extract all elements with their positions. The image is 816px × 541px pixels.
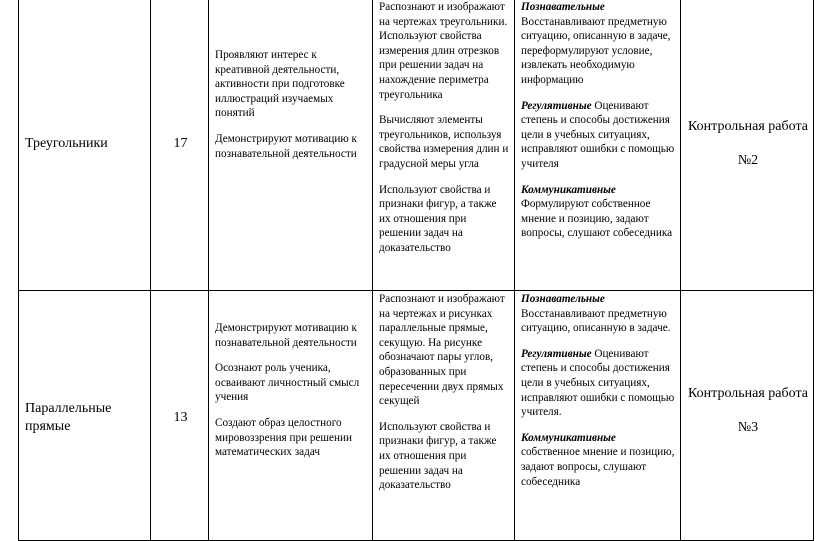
control-title: Контрольная работа bbox=[688, 386, 808, 401]
communicative-text: собственное мнение и позицию, задают вопросы, слушают собеседника bbox=[521, 446, 675, 488]
cognitive-text: Восстанавливают предметную ситуацию, описанную в задаче, переформулируют условие, извлекать необходимую информацию bbox=[521, 15, 671, 86]
regulatory-block bbox=[521, 347, 676, 420]
hours-cell: 13 bbox=[151, 291, 209, 541]
subject-result: Распознают и изображают на чертежах и рисунках параллельные прямые, секущую. На рисунке обозначают пары углов, образованных при пересечении двух прямых секущей bbox=[379, 293, 505, 408]
communicative-label: Коммуникативные bbox=[521, 431, 616, 444]
meta-results-cell bbox=[515, 291, 681, 541]
cognitive-label: Познавательные bbox=[521, 1, 605, 13]
regulatory-text: Оценивают степень и способы достижения цели в учебных ситуациях, исправляют ошибки с помощью учителя bbox=[521, 99, 675, 170]
topic-cell: Параллельные прямые bbox=[19, 291, 151, 541]
control-title: Контрольная работа bbox=[688, 119, 808, 134]
personal-results-cell bbox=[209, 291, 373, 541]
meta-results-cell bbox=[515, 0, 681, 291]
cognitive-text: Восстанавливают предметную ситуацию, описанную в задаче. bbox=[521, 307, 671, 335]
table-row bbox=[19, 291, 814, 541]
topic-cell: Треугольники bbox=[19, 0, 151, 291]
table-row bbox=[19, 0, 814, 291]
cognitive-label: Познавательные bbox=[521, 293, 605, 305]
personal-result: Демонстрируют мотивацию к познавательной деятельности bbox=[215, 322, 357, 349]
control-number: №3 bbox=[737, 420, 759, 435]
subject-result: Вычисляют элементы треугольников, используя свойства измерения длин и градусной меры угла bbox=[379, 114, 509, 170]
communicative-block bbox=[521, 183, 676, 241]
communicative-label: Коммуникативные bbox=[521, 183, 616, 196]
control-cell bbox=[681, 0, 814, 291]
communicative-block bbox=[521, 431, 676, 489]
personal-result: Демонстрируют мотивацию к познавательной деятельности bbox=[215, 132, 357, 160]
personal-results-cell bbox=[209, 0, 373, 291]
personal-result: Проявляют интерес к креативной деятельности, активности при подготовке иллюстраций изучаемых понятий bbox=[215, 49, 345, 120]
subject-result: Используют свойства и признаки фигур, а также их отношения при решении задач на доказательство bbox=[379, 420, 497, 492]
personal-result: Осознают роль ученика, осваивают личностный смысл учения bbox=[215, 362, 360, 404]
personal-result: Создают образ целостного мировоззрения при решении математических задач bbox=[215, 416, 352, 459]
regulatory-text: Оценивают степень и способы достижения цели в учебных ситуациях, исправляют ошибки с помощью учителя. bbox=[521, 347, 675, 419]
regulatory-label: Регулятивные bbox=[521, 99, 592, 112]
regulatory-block bbox=[521, 99, 676, 172]
subject-results-cell bbox=[373, 0, 515, 291]
communicative-text: Формулируют собственное мнение и позицию, задают вопросы, слушают собеседника bbox=[521, 198, 673, 240]
subject-result: Используют свойства и признаки фигур, а также их отношения при решении задач на доказательство bbox=[379, 183, 497, 254]
subject-results-cell bbox=[373, 291, 515, 541]
regulatory-label: Регулятивные bbox=[521, 347, 592, 360]
hours-cell: 17 bbox=[151, 0, 209, 291]
planning-table bbox=[18, 0, 814, 541]
control-cell bbox=[681, 291, 814, 541]
cognitive-block bbox=[521, 292, 676, 336]
subject-result: Распознают и изображают на чертежах треугольники. Используют свойства измерения длин отрезков при решении задач на нахождение периметра треугольника bbox=[379, 1, 508, 101]
control-number: №2 bbox=[737, 153, 759, 168]
cognitive-block bbox=[521, 0, 676, 88]
